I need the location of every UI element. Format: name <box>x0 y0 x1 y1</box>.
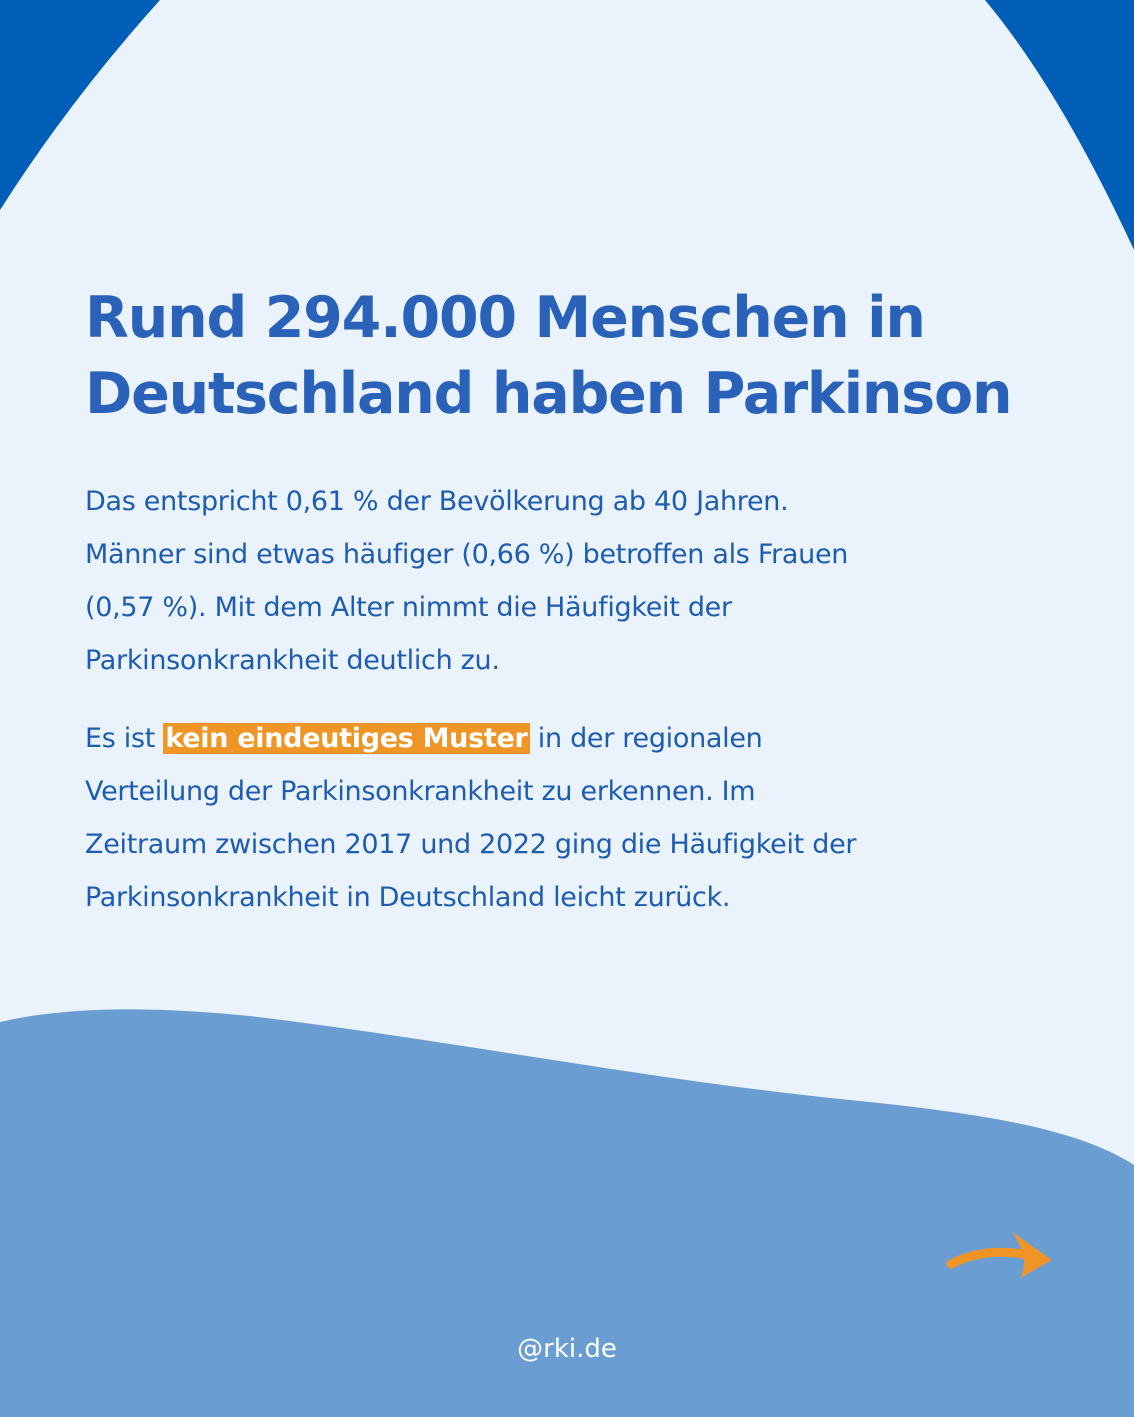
top-left-corner-shape <box>0 0 160 210</box>
paragraph-2-line-1-start: Es ist <box>85 723 164 754</box>
paragraph-statistics <box>85 475 1065 687</box>
paragraph-2-line-1 <box>85 712 1065 765</box>
main-content <box>85 280 1065 924</box>
highlight-phrase: kein eindeutiges Muster <box>165 723 528 754</box>
paragraph-1-line-1: Das entspricht 0,61 % der Bevölkerung ab 40 Jahren. <box>85 486 789 517</box>
paragraph-1-line-3: (0,57 %). Mit dem Alter nimmt die Häufigkeit der <box>85 592 732 623</box>
social-handle: @rki.de <box>517 1334 617 1364</box>
paragraph-2-line-1-end: in der regionalen <box>529 723 763 754</box>
paragraph-1-line-4: Parkinsonkrankheit deutlich zu. <box>85 645 500 676</box>
top-right-corner-shape <box>985 0 1134 250</box>
paragraph-2-line-3: Zeitraum zwischen 2017 und 2022 ging die Häufigkeit der <box>85 829 857 860</box>
paragraph-regional <box>85 712 1065 924</box>
paragraph-2-line-2: Verteilung der Parkinsonkrankheit zu erkennen. Im <box>85 776 756 807</box>
paragraph-1-line-2: Männer sind etwas häufiger (0,66 %) betroffen als Frauen <box>85 539 849 570</box>
paragraph-2-line-4: Parkinsonkrankheit in Deutschland leicht zurück. <box>85 882 731 913</box>
headline <box>85 280 1065 432</box>
arrow-right-icon[interactable] <box>945 1222 1057 1288</box>
headline-line-2: Deutschland haben Parkinson <box>85 361 1012 427</box>
headline-line-1: Rund 294.000 Menschen in <box>85 285 925 351</box>
